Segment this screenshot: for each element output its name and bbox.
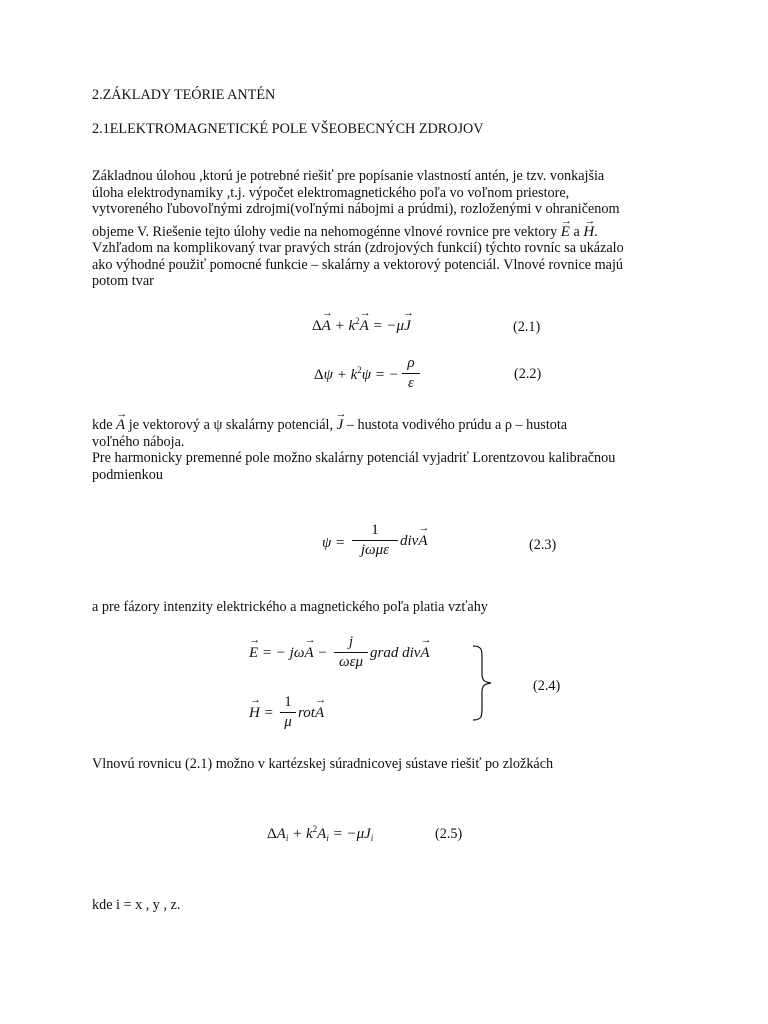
equation-number: (2.2) [514, 366, 542, 382]
intro-line-vectors: objeme V. Riešenie tejto úlohy vedie na nehomogénne vlnové rovnice pre vektory → E a → H. [92, 224, 692, 241]
right-brace-icon [470, 644, 496, 722]
intro-line: potom tvar [92, 273, 154, 289]
equation-2-3-rhs: div→ A [400, 533, 428, 550]
intro-line: úloha elektrodynamiky ,t.j. výpočet elektromagnetického poľa vo voľnom priestore, [92, 184, 570, 201]
intro-line: Vzhľadom na komplikovaný tvar pravých strán (zdrojových funkcií) týchto rovníc sa ukázalo [92, 240, 624, 256]
fraction-1-over-mu: 1 μ [280, 694, 296, 731]
equation-number: (2.1) [513, 319, 541, 335]
intro-line: ako výhodné použiť pomocné funkcie – skalárny a vektorový potenciál. Vlnové rovnice majú [92, 256, 623, 273]
vector-H: → H [583, 224, 594, 241]
intro-paragraph [92, 168, 692, 290]
equation-2-1: $\Delta\to A + k^2\to A = -\mu\to J$ [312, 316, 411, 335]
fraction-1-over-jwme: 1 jωμε [352, 522, 398, 559]
vector-J: → J [337, 417, 344, 434]
equation-number: (2.5) [435, 826, 463, 842]
equation-number: (2.4) [533, 678, 561, 694]
intro-line: vytvoreného ľubovoľnými zdrojmi(voľnými nábojmi a prúdmi), rozloženými v ohraničenom [92, 201, 620, 217]
equation-2-4-H: → H = [249, 705, 274, 722]
kde-line: kde → A je vektorový a ψ skalárny potenciál, → J – hustota vodivého prúdu a ρ – hustota [92, 417, 692, 434]
equation-2-5: $\Delta A_i + k^2A_i = -\mu J_i$ [267, 824, 374, 843]
potential-description [92, 417, 692, 483]
chapter-heading: 2.ZÁKLADY TEÓRIE ANTÉN [92, 87, 276, 103]
cartesian-solution-text: Vlnovú rovnicu (2.1) možno v kartézskej súradnicovej sústave riešiť po zložkách [92, 756, 554, 772]
equation-number: (2.3) [529, 537, 557, 553]
vector-A: → A [116, 417, 125, 434]
fraction-j-over-wem: j ωεμ [334, 634, 368, 671]
equation-2-4-E: → E = − jω→ A − [249, 645, 327, 662]
intro-line: Základnou úlohou ,ktorú je potrebné riešiť pre popísanie vlastností antén, je tzv. vonkajšia [92, 168, 605, 184]
equation-2-3-lhs: ψ = [322, 535, 346, 551]
section-heading: 2.1ELEKTROMAGNETICKÉ POLE VŠEOBECNÝCH ZDROJOV [92, 121, 484, 137]
kde-line: voľného náboja. [92, 433, 185, 450]
fraction-rho-over-epsilon: ρ ε [402, 355, 420, 392]
equation-2-4-grad: grad div→ A [370, 645, 430, 662]
index-definition: kde i = x , y , z. [92, 897, 181, 913]
equation-2-4-rot: rot→ A [298, 705, 324, 722]
harm-line: podmienkou [92, 466, 163, 483]
equation-2-2: $\Delta\psi + k^2\psi$ = − [314, 365, 399, 383]
phasor-intro-text: a pre fázory intenzity elektrického a magnetického poľa platia vzťahy [92, 599, 488, 615]
harm-line: Pre harmonicky premenné pole možno skalárny potenciál vyjadriť Lorentzovou kalibračnou [92, 450, 616, 466]
vector-E: → E [561, 224, 570, 241]
